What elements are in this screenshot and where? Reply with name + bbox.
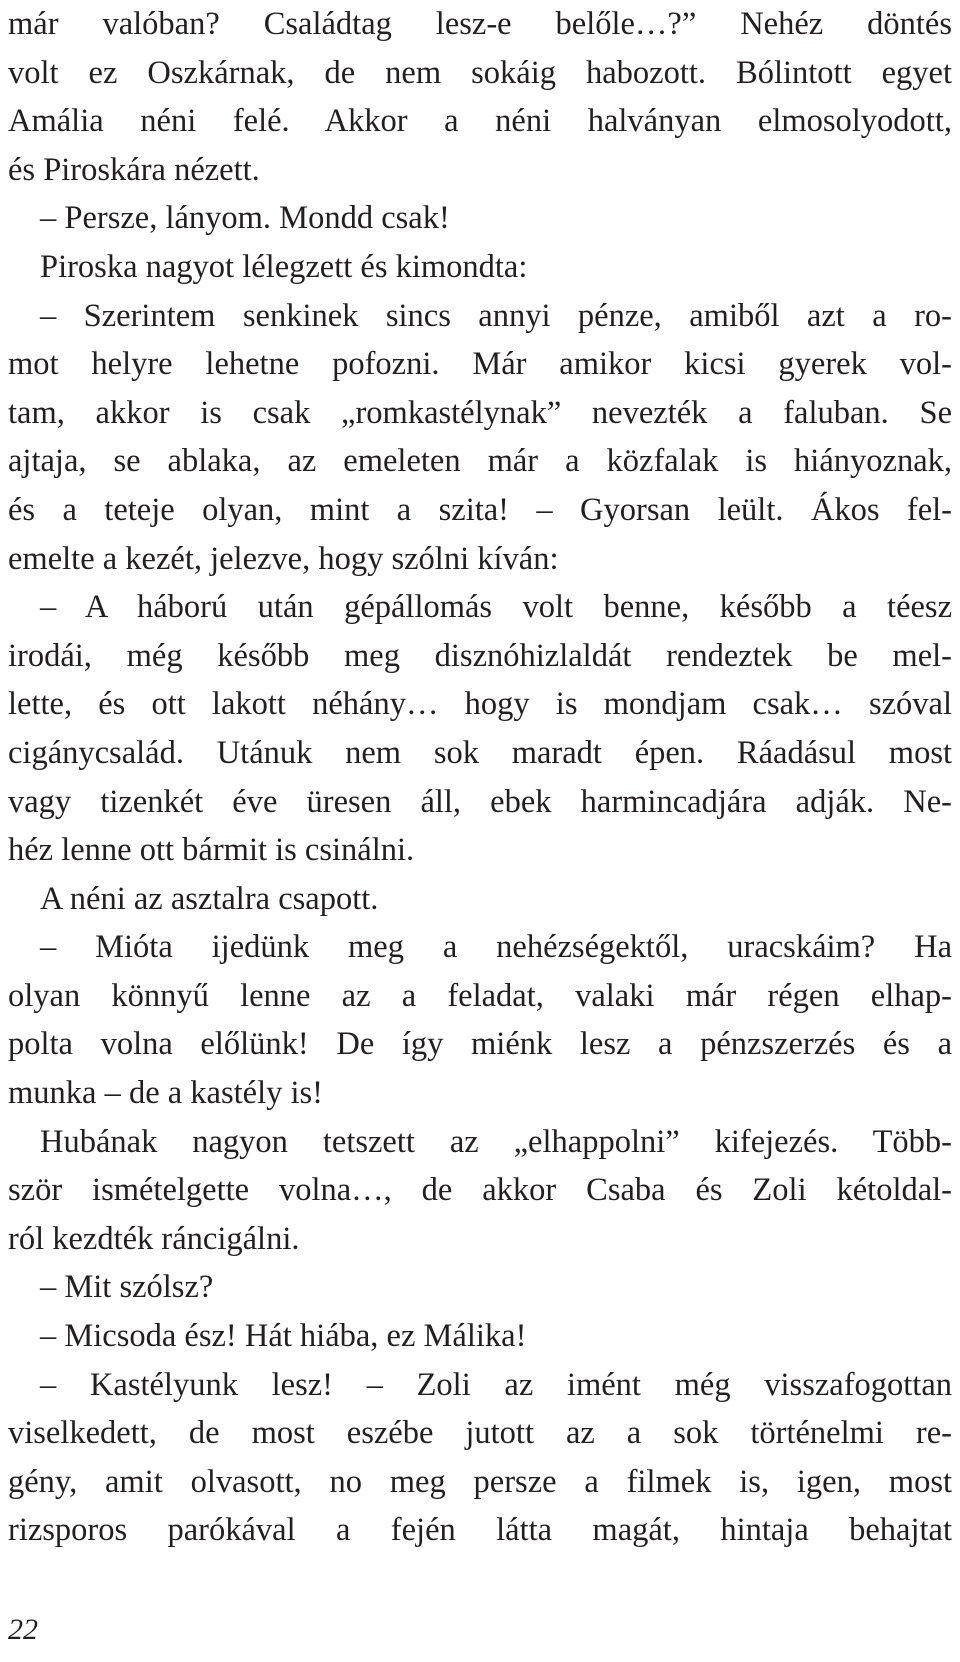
- text-line: – Mióta ijedünk meg a nehézségektől, uracskáim? Ha: [40, 929, 952, 966]
- text-line: – Kastélyunk lesz! – Zoli az imént még visszafogottan: [40, 1366, 952, 1403]
- text-line: – A háború után gépállomás volt benne, később a téesz: [40, 589, 952, 626]
- text-line: Amália néni felé. Akkor a néni halványan elmosolyodott,: [8, 103, 952, 140]
- page-number: 22: [8, 1613, 38, 1646]
- text-line: és a teteje olyan, mint a szita! – Gyorsan leült. Ákos fel-: [8, 491, 952, 528]
- text-line: és Piroskára nézett.: [8, 151, 260, 188]
- text-line: ször ismételgette volna…, de akkor Csaba és Zoli kétoldal-: [8, 1172, 952, 1209]
- text-line: irodái, még később meg disznóhizlaldát rendeztek be mel-: [8, 637, 952, 674]
- text-line: mot helyre lehetne pofozni. Már amikor kicsi gyerek vol-: [8, 346, 952, 383]
- text-line: ajtaja, se ablaka, az emeleten már a közfalak is hiányoznak,: [8, 443, 952, 480]
- text-line: polta volna előlünk! De így miénk lesz a pénzszerzés és a: [8, 1026, 952, 1063]
- text-line: lette, és ott lakott néhány… hogy is mondjam csak… szóval: [8, 686, 952, 723]
- text-line: Hubának nagyon tetszett az „elhappolni” kifejezés. Több-: [40, 1123, 952, 1160]
- text-line: gény, amit olvasott, no meg persze a filmek is, igen, most: [8, 1463, 952, 1500]
- text-line: – Szerintem senkinek sincs annyi pénze, amiből azt a ro-: [40, 297, 952, 334]
- text-line: viselkedett, de most eszébe jutott az a sok történelmi re-: [8, 1415, 952, 1452]
- text-line: ról kezdték ráncigálni.: [8, 1220, 300, 1257]
- text-line: tam, akkor is csak „romkastélynak” nevezték a faluban. Se: [8, 394, 952, 431]
- text-line: – Mit szólsz?: [40, 1269, 214, 1306]
- text-line: rizsporos parókával a fején látta magát, hintaja behajtat: [8, 1512, 952, 1549]
- text-line: héz lenne ott bármit is csinálni.: [8, 832, 415, 869]
- body-text: [8, 0, 952, 1555]
- text-line: cigánycsalád. Utánuk nem sok maradt épen. Ráadásul most: [8, 734, 952, 771]
- text-line: olyan könnyű lenne az a feladat, valaki már régen elhap-: [8, 977, 952, 1014]
- text-line: Piroska nagyot lélegzett és kimondta:: [40, 248, 528, 285]
- text-line: – Micsoda ész! Hát hiába, ez Málika!: [40, 1318, 527, 1355]
- text-line: már valóban? Családtag lesz-e belőle…?” Nehéz döntés: [8, 6, 952, 42]
- text-line: A néni az asztalra csapott.: [40, 880, 379, 917]
- text-line: – Persze, lányom. Mondd csak!: [40, 200, 450, 237]
- text-line: emelte a kezét, jelezve, hogy szólni kíván:: [8, 540, 559, 577]
- text-line: vagy tizenkét éve üresen áll, ebek harmincadjára adják. Ne-: [8, 783, 952, 820]
- text-line: volt ez Oszkárnak, de nem sokáig habozott. Bólintott egyet: [8, 54, 952, 91]
- text-line: munka – de a kastély is!: [8, 1075, 323, 1112]
